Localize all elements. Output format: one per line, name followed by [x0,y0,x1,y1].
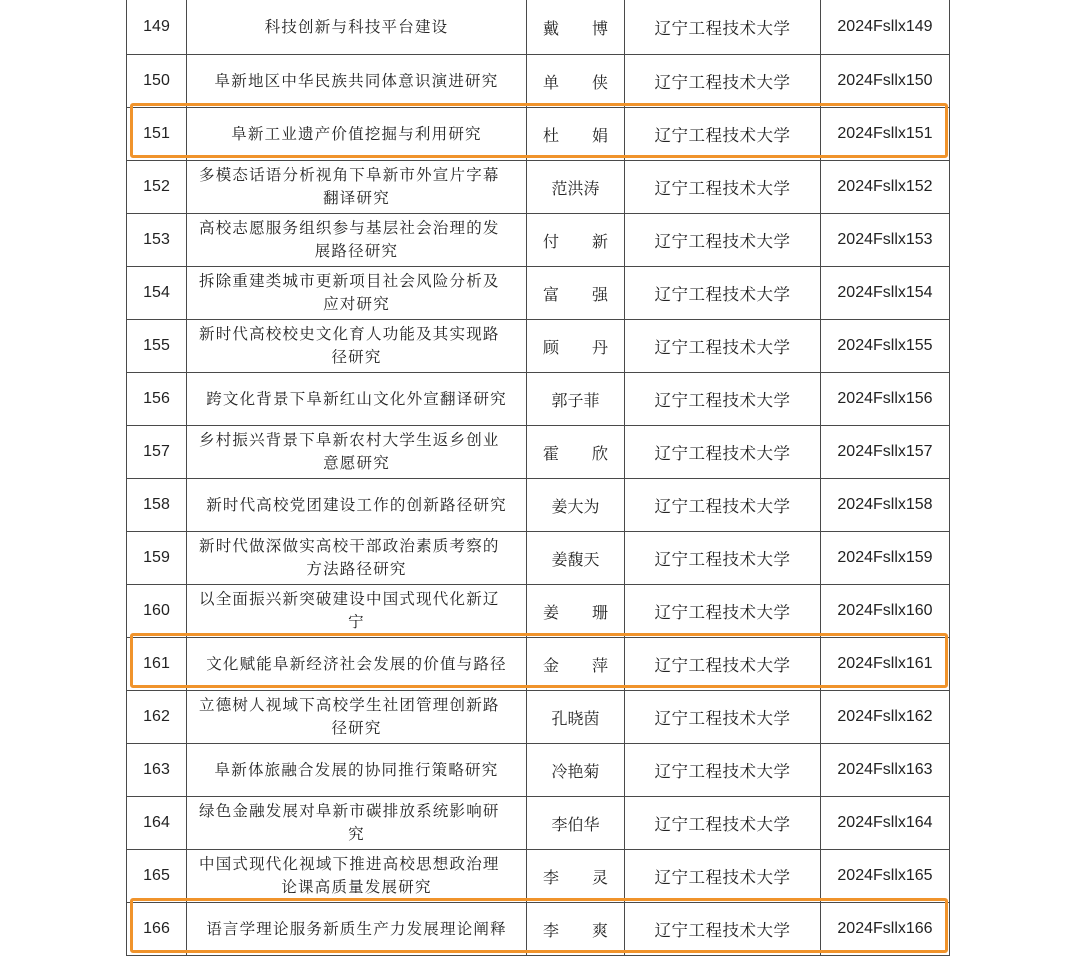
row-number: 151 [126,108,186,160]
project-title-text: 新时代高校党团建设工作的创新路径研究 [206,495,507,514]
project-title-line1: 以全面振兴新突破建设中国式现代化新辽 [199,590,500,608]
leader-name [526,744,624,796]
row-number: 150 [126,55,186,107]
leader-name-text: 顾 丹 [542,337,623,357]
row-number: 164 [126,797,186,849]
project-title [186,638,526,690]
row-number: 159 [126,532,186,584]
institution: 辽宁工程技术大学 [624,744,820,796]
project-code: 2024Fsllx166 [820,903,950,955]
project-code: 2024Fsllx161 [820,638,950,690]
table-row [126,108,950,161]
row-number: 156 [126,373,186,425]
project-title-text: 跨文化背景下阜新红山文化外宣翻译研究 [206,389,507,408]
project-title-text: 阜新地区中华民族共同体意识演进研究 [214,71,499,90]
project-title-text: 科技创新与科技平台建设 [264,17,449,36]
leader-name [526,108,624,160]
project-code: 2024Fsllx160 [820,585,950,637]
leader-name [526,267,624,319]
leader-name [526,426,624,478]
leader-name-text: 李 灵 [542,867,623,887]
leader-name-text: 戴 博 [542,18,623,38]
project-code: 2024Fsllx159 [820,532,950,584]
table-row [126,850,950,903]
project-title-line2: 意愿研究 [323,454,390,472]
leader-name [526,214,624,266]
institution: 辽宁工程技术大学 [624,585,820,637]
institution: 辽宁工程技术大学 [624,479,820,531]
project-title [186,797,526,849]
project-title-line1: 乡村振兴背景下阜新农村大学生返乡创业 [199,431,500,449]
leader-name-text: 单 侠 [542,72,623,92]
project-title-line2: 论课高质量发展研究 [281,878,432,896]
leader-name [526,691,624,743]
project-title-line2: 展路径研究 [314,242,399,260]
project-code: 2024Fsllx152 [820,161,950,213]
project-title-line2: 宁 [348,613,365,631]
table-row [126,267,950,320]
project-title-line2: 翻译研究 [323,189,390,207]
leader-name-text: 孔晓茵 [551,708,600,728]
project-title [186,55,526,107]
table-row [126,903,950,956]
table-row [126,479,950,532]
project-title-text [199,164,514,210]
project-title [186,744,526,796]
project-title-text: 语言学理论服务新质生产力发展理论阐释 [206,919,507,938]
table-row [126,320,950,373]
project-code: 2024Fsllx156 [820,373,950,425]
project-title-line1: 高校志愿服务组织参与基层社会治理的发 [199,219,500,237]
table-row [126,638,950,691]
leader-name [526,479,624,531]
institution: 辽宁工程技术大学 [624,426,820,478]
leader-name [526,0,624,54]
row-number: 154 [126,267,186,319]
project-title-line1: 新时代高校校史文化育人功能及其实现路 [199,325,500,343]
leader-name [526,373,624,425]
project-code: 2024Fsllx155 [820,320,950,372]
leader-name-text: 杜 娟 [542,125,623,145]
institution: 辽宁工程技术大学 [624,797,820,849]
table-row [126,55,950,108]
project-title-line2: 径研究 [331,348,382,366]
row-number: 163 [126,744,186,796]
project-title-text [199,853,514,899]
institution: 辽宁工程技术大学 [624,161,820,213]
row-number: 165 [126,850,186,902]
project-title-line1: 新时代做深做实高校干部政治素质考察的 [199,537,500,555]
table-row [126,426,950,479]
project-title [186,373,526,425]
leader-name [526,532,624,584]
row-number: 158 [126,479,186,531]
table-row [126,161,950,214]
project-title [186,214,526,266]
project-title-text: 阜新工业遗产价值挖掘与利用研究 [231,124,482,143]
project-code: 2024Fsllx154 [820,267,950,319]
leader-name [526,55,624,107]
institution: 辽宁工程技术大学 [624,638,820,690]
project-code: 2024Fsllx151 [820,108,950,160]
project-title [186,320,526,372]
row-number: 153 [126,214,186,266]
row-number: 149 [126,0,186,54]
row-number: 166 [126,903,186,955]
project-title-text [199,217,514,263]
project-title-text: 文化赋能阜新经济社会发展的价值与路径 [206,654,507,673]
project-code: 2024Fsllx150 [820,55,950,107]
leader-name [526,320,624,372]
leader-name-text: 金 萍 [542,655,623,675]
leader-name [526,161,624,213]
leader-name-text: 姜 珊 [542,602,623,622]
project-title-text: 阜新体旅融合发展的协同推行策略研究 [214,760,499,779]
table-row [126,744,950,797]
project-code: 2024Fsllx162 [820,691,950,743]
project-title [186,532,526,584]
table-row [126,373,950,426]
leader-name-text: 付 新 [542,231,623,251]
leader-name [526,797,624,849]
project-code: 2024Fsllx153 [820,214,950,266]
row-number: 162 [126,691,186,743]
table-row [126,214,950,267]
leader-name-text: 李 爽 [542,920,623,940]
table-row [126,691,950,744]
project-title [186,0,526,54]
project-title-line1: 绿色金融发展对阜新市碳排放系统影响研 [199,802,500,820]
institution: 辽宁工程技术大学 [624,850,820,902]
table-row [126,585,950,638]
leader-name-text: 霍 欣 [542,443,623,463]
project-code: 2024Fsllx165 [820,850,950,902]
project-code: 2024Fsllx149 [820,0,950,54]
institution: 辽宁工程技术大学 [624,903,820,955]
project-title-line1: 中国式现代化视域下推进高校思想政治理 [199,855,500,873]
project-code: 2024Fsllx163 [820,744,950,796]
leader-name-text: 冷艳菊 [551,761,600,781]
institution: 辽宁工程技术大学 [624,0,820,54]
row-number: 155 [126,320,186,372]
project-title-text [199,429,514,475]
project-code: 2024Fsllx158 [820,479,950,531]
leader-name-text: 姜馥天 [551,549,600,569]
institution: 辽宁工程技术大学 [624,373,820,425]
institution: 辽宁工程技术大学 [624,214,820,266]
project-title-line2: 究 [348,825,365,843]
project-title-line2: 应对研究 [323,295,390,313]
institution: 辽宁工程技术大学 [624,55,820,107]
institution: 辽宁工程技术大学 [624,320,820,372]
project-title-line1: 拆除重建类城市更新项目社会风险分析及 [199,272,500,290]
project-title-text [199,588,514,634]
project-title [186,850,526,902]
project-title-line2: 方法路径研究 [306,560,407,578]
project-title [186,161,526,213]
project-title [186,585,526,637]
leader-name-text: 范洪涛 [551,178,600,198]
table-row [126,0,950,55]
leader-name-text: 郭子菲 [551,390,600,410]
project-title-text [199,694,514,740]
project-code: 2024Fsllx157 [820,426,950,478]
row-number: 161 [126,638,186,690]
institution: 辽宁工程技术大学 [624,691,820,743]
table-row [126,532,950,585]
project-title [186,426,526,478]
project-title [186,903,526,955]
project-title [186,108,526,160]
project-title-line1: 立德树人视域下高校学生社团管理创新路 [199,696,500,714]
project-title [186,267,526,319]
project-title-text [199,535,514,581]
row-number: 152 [126,161,186,213]
leader-name-text: 姜大为 [551,496,600,516]
project-code: 2024Fsllx164 [820,797,950,849]
leader-name [526,903,624,955]
row-number: 157 [126,426,186,478]
project-title-line2: 径研究 [331,719,382,737]
project-title-line1: 多模态话语分析视角下阜新市外宣片字幕 [199,166,500,184]
institution: 辽宁工程技术大学 [624,267,820,319]
institution: 辽宁工程技术大学 [624,532,820,584]
project-title-text [199,323,514,369]
leader-name [526,638,624,690]
leader-name [526,585,624,637]
row-number: 160 [126,585,186,637]
project-title-text [199,270,514,316]
project-title [186,691,526,743]
project-title [186,479,526,531]
table-row [126,797,950,850]
institution: 辽宁工程技术大学 [624,108,820,160]
project-title-text [199,800,514,846]
leader-name-text: 李伯华 [551,814,600,834]
leader-name [526,850,624,902]
leader-name-text: 富 强 [542,284,623,304]
